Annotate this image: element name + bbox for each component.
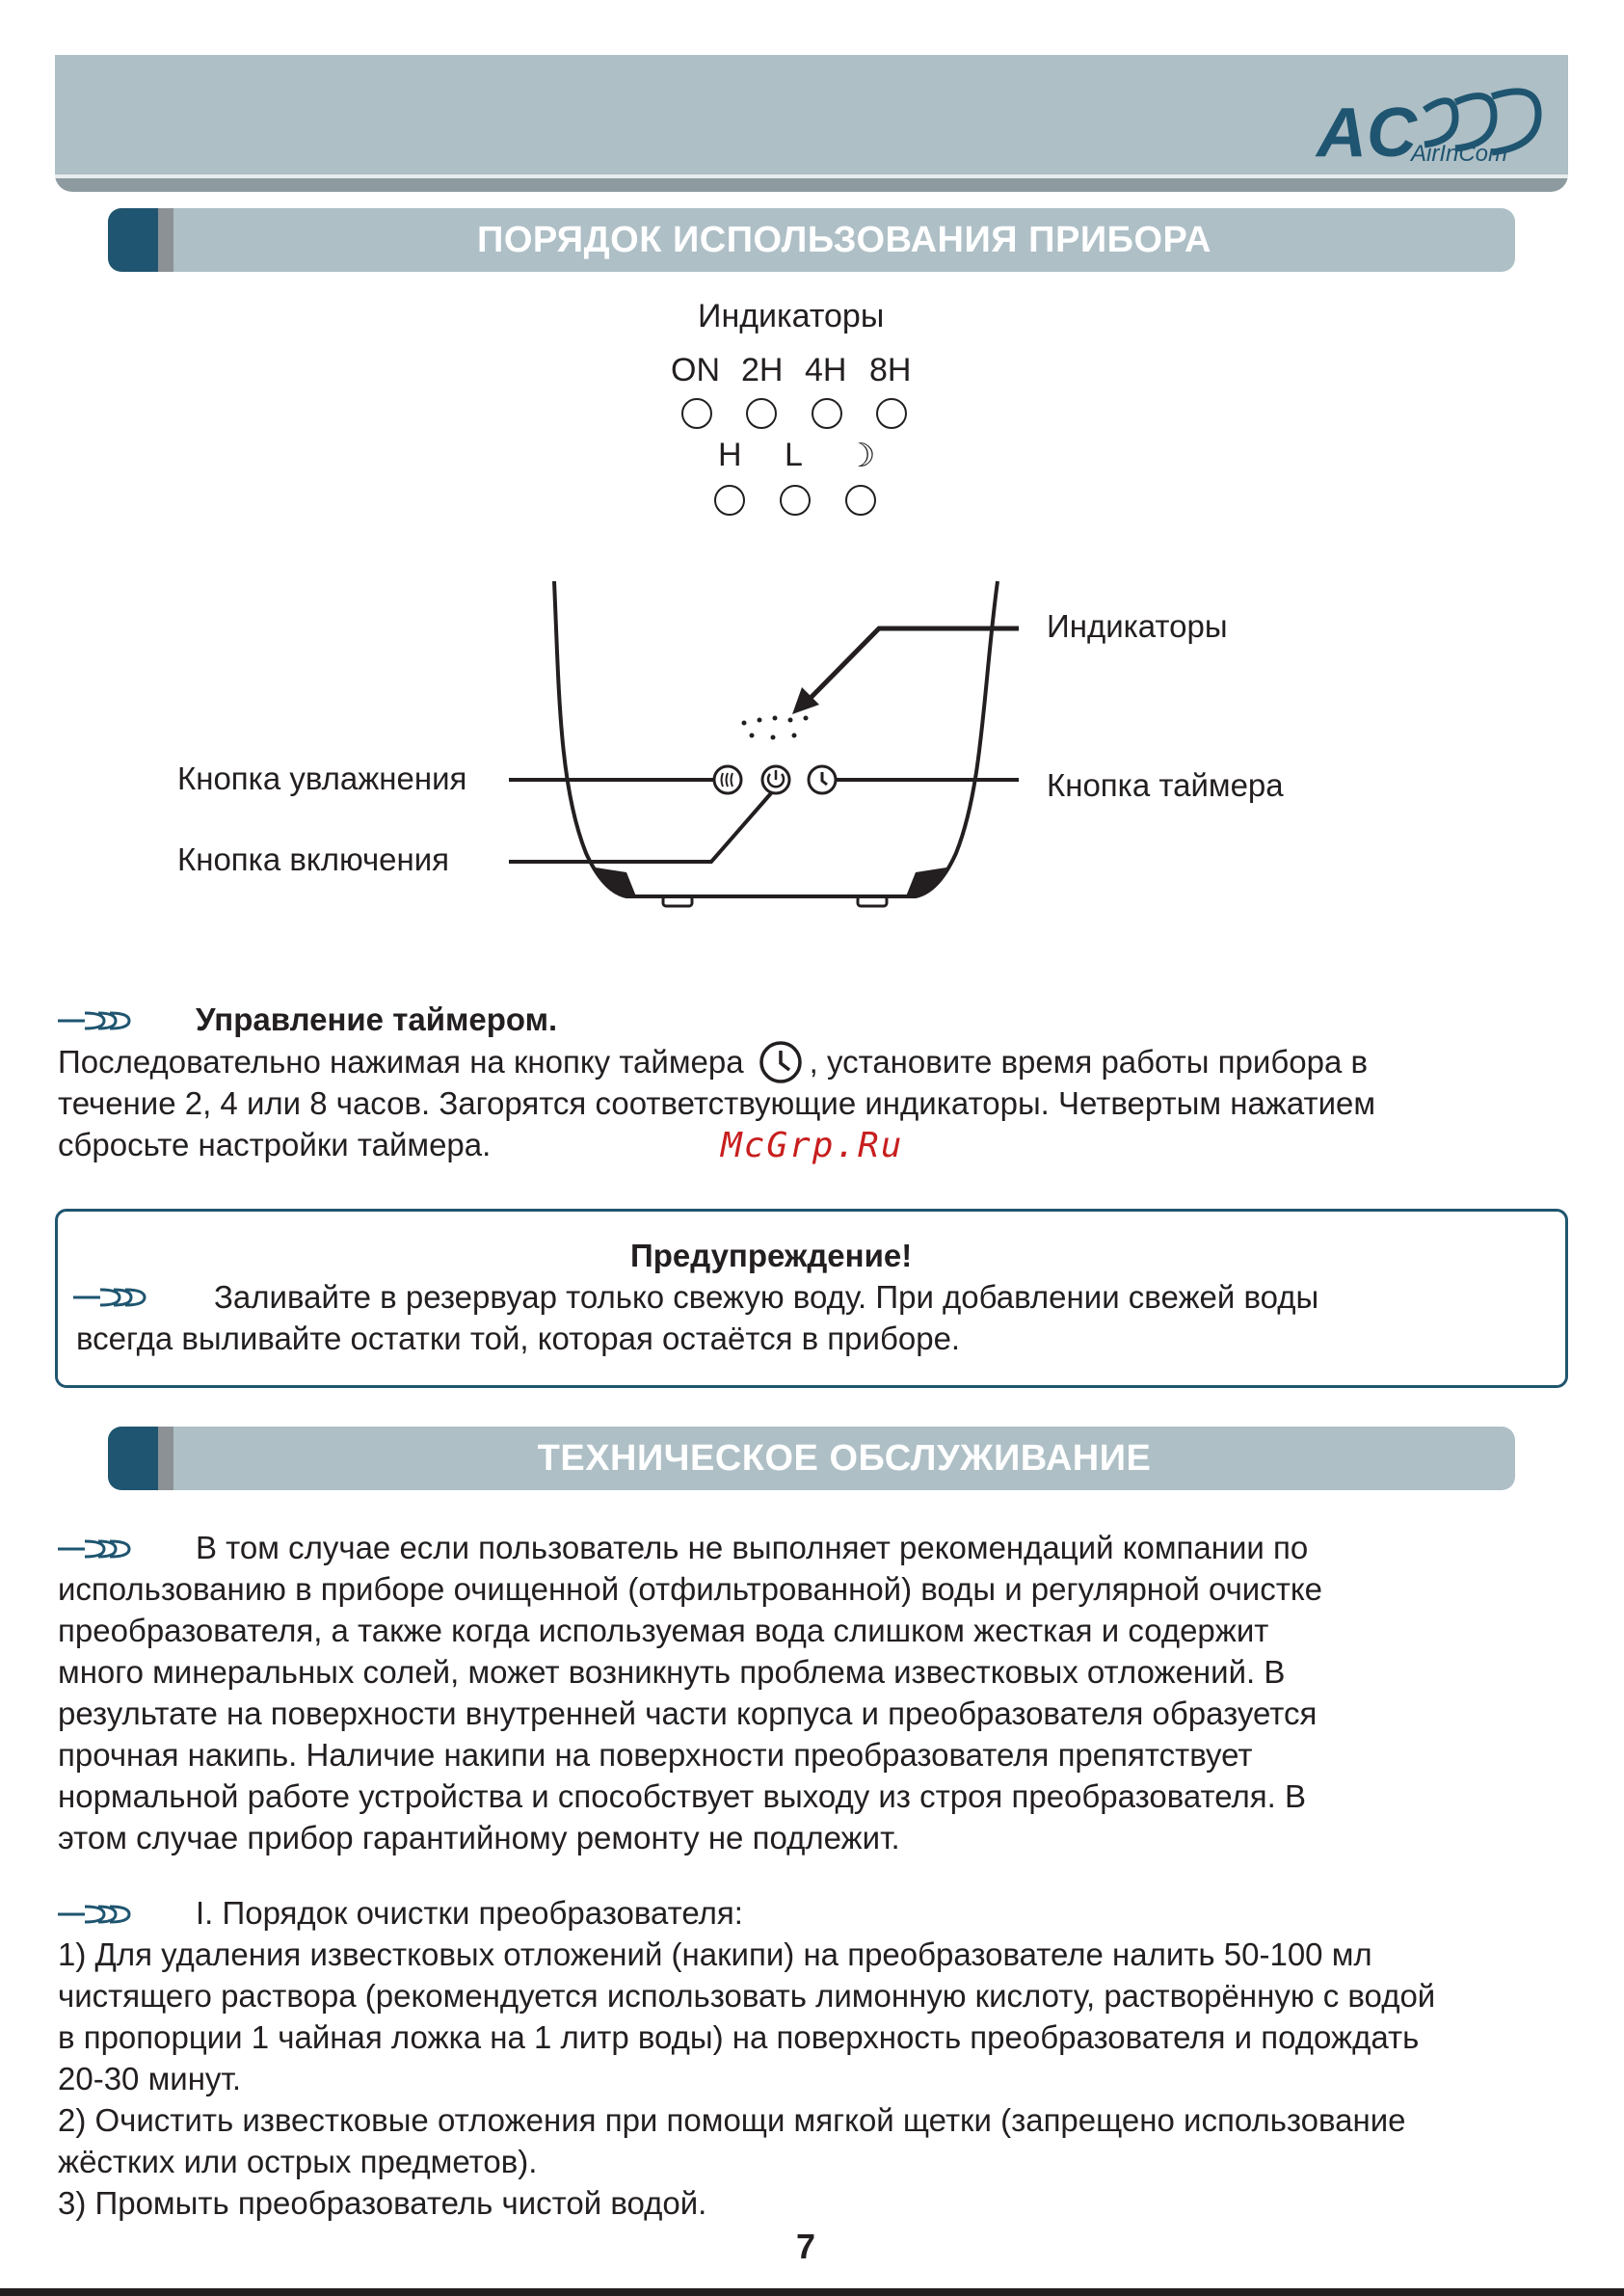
bullet-swoosh-icon bbox=[56, 1536, 133, 1562]
warning-title: Предупреждение! bbox=[630, 1238, 913, 1273]
maintenance-line-8: этом случае прибор гарантийному ремонту не подлежит. bbox=[58, 1820, 900, 1855]
indicator-label-8h: 8H bbox=[869, 352, 912, 388]
indicator-label-on: ON bbox=[671, 352, 720, 388]
warning-line-1: Заливайте в резервуар только свежую воду. При добавлении свежей воды bbox=[214, 1279, 1319, 1315]
header-underline-highlight bbox=[55, 174, 1568, 178]
indicator-light-on bbox=[681, 398, 712, 429]
humidifier-diagram bbox=[482, 574, 1060, 921]
timer-line-1 bbox=[58, 1041, 1368, 1083]
bullet-swoosh-icon bbox=[56, 1902, 133, 1927]
section-title-usage: ПОРЯДОК ИСПОЛЬЗОВАНИЯ ПРИБОРА bbox=[477, 219, 1211, 260]
indicator-light-4h bbox=[812, 398, 842, 429]
indicator-label-4h: 4H bbox=[805, 352, 847, 388]
warning-line-2: всегда выливайте остатки той, которая остаётся в приборе. bbox=[76, 1321, 961, 1356]
cleaning-step-line-2: чистящего раствора (рекомендуется использовать лимонную кислоту, растворённую с водой bbox=[58, 1978, 1436, 2014]
clock-icon bbox=[758, 1041, 808, 1083]
section-title-bar-usage bbox=[108, 208, 1515, 272]
cleaning-step-line-7: 3) Промыть преобразователь чистой водой. bbox=[58, 2185, 707, 2221]
airincom-logo bbox=[1311, 81, 1542, 168]
maintenance-line-5: результате на поверхности внутренней части корпуса и преобразователя образуется bbox=[58, 1695, 1318, 1731]
logo-text: AirInCom bbox=[1411, 141, 1508, 167]
timer-line-1-end: , установите время работы прибора в bbox=[809, 1044, 1368, 1081]
label-timer-button: Кнопка таймера bbox=[1047, 767, 1284, 803]
maintenance-line-7: нормальной работе устройства и способствует выходу из строя преобразователя. В bbox=[58, 1778, 1307, 1814]
cleaning-heading: I. Порядок очистки преобразователя: bbox=[196, 1895, 743, 1931]
maintenance-line-2: использованию в приборе очищенной (отфильтрованной) воды и регулярной очистке bbox=[58, 1571, 1323, 1607]
label-humidify-button: Кнопка увлажнения bbox=[177, 761, 467, 796]
cleaning-step-line-3: в пропорции 1 чайная ложка на 1 литр воды) на поверхность преобразователя и подождать bbox=[58, 2019, 1420, 2055]
cleaning-step-line-1: 1) Для удаления известковых отложений (накипи) на преобразователе налить 50-100 мл bbox=[58, 1936, 1372, 1972]
indicator-label-low: L bbox=[785, 437, 803, 473]
bottom-rule bbox=[0, 2288, 1624, 2296]
indicator-light-2h bbox=[746, 398, 777, 429]
indicator-label-night: ☽ bbox=[846, 437, 876, 475]
maintenance-line-6: прочная накипь. Наличие накипи на поверхности преобразователя препятствует bbox=[58, 1737, 1253, 1773]
indicator-light-8h bbox=[876, 398, 907, 429]
indicator-label-2h: 2H bbox=[741, 352, 784, 388]
timer-line-2: течение 2, 4 или 8 часов. Загорятся соответствующие индикаторы. Четвертым нажатием bbox=[58, 1085, 1376, 1121]
page-number: 7 bbox=[796, 2227, 816, 2266]
humidify-button-icon bbox=[714, 766, 741, 793]
label-power-button: Кнопка включения bbox=[177, 841, 450, 877]
indicator-light-high bbox=[714, 485, 745, 516]
section-title-bar-maintenance bbox=[108, 1427, 1515, 1490]
cleaning-step-line-4: 20-30 минут. bbox=[58, 2061, 242, 2096]
indicator-panel-title: Индикаторы bbox=[698, 298, 885, 334]
indicator-light-low bbox=[780, 485, 811, 516]
timer-line-3: сбросьте настройки таймера. bbox=[58, 1127, 492, 1162]
section-title-maintenance: ТЕХНИЧЕСКОЕ ОБСЛУЖИВАНИЕ bbox=[537, 1437, 1152, 1479]
logo-mark: AC bbox=[1317, 94, 1417, 168]
maintenance-line-4: много минеральных солей, может возникнуть проблема известковых отложений. В bbox=[58, 1654, 1286, 1690]
device-indicator-dots bbox=[742, 716, 809, 740]
indicator-label-high: H bbox=[718, 437, 742, 473]
indicator-light-night bbox=[845, 485, 876, 516]
timer-heading: Управление таймером. bbox=[196, 1001, 558, 1037]
bullet-swoosh-icon bbox=[71, 1285, 148, 1310]
label-indicators: Индикаторы bbox=[1047, 608, 1228, 644]
bullet-swoosh-icon bbox=[56, 1008, 133, 1033]
maintenance-line-3: преобразователя, а также когда используемая вода слишком жесткая и содержит bbox=[58, 1613, 1269, 1648]
watermark: McGrp.Ru bbox=[721, 1126, 904, 1165]
cleaning-step-line-5: 2) Очистить известковые отложения при помощи мягкой щетки (запрещено использование bbox=[58, 2102, 1406, 2138]
maintenance-line-1: В том случае если пользователь не выполняет рекомендаций компании по bbox=[196, 1530, 1309, 1565]
cleaning-step-line-6: жёстких или острых предметов). bbox=[58, 2144, 538, 2179]
timer-line-1-start: Последовательно нажимая на кнопку таймера bbox=[58, 1044, 744, 1081]
